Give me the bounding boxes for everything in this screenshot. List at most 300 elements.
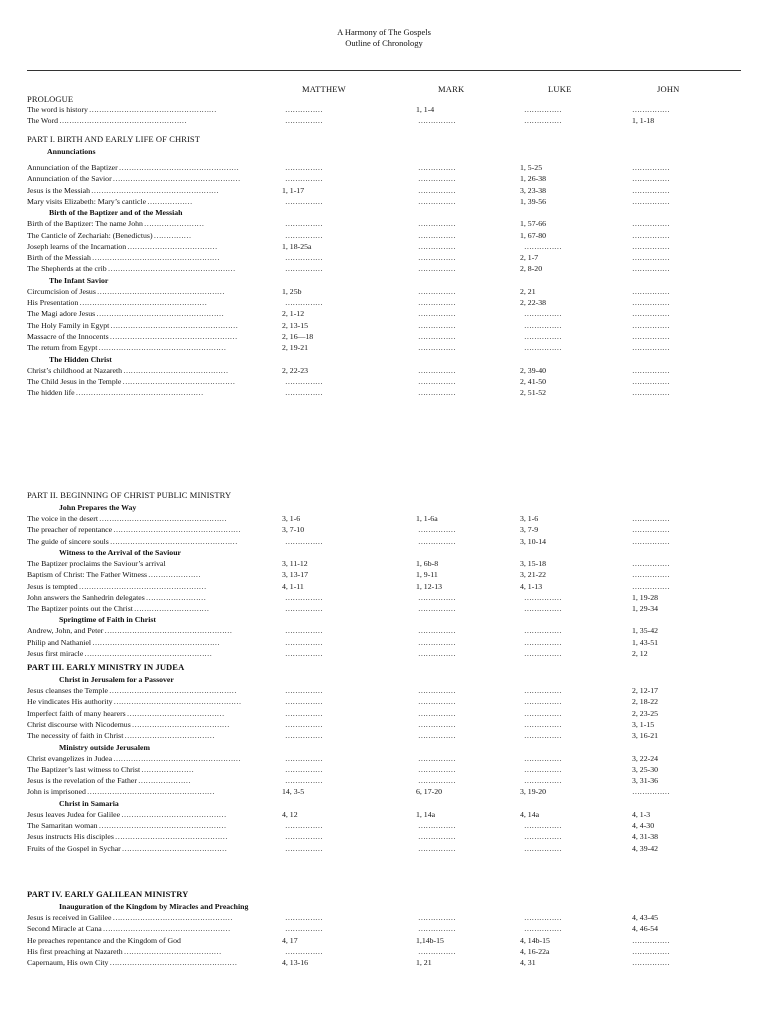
event-label: Jesus is the revelation of the Father [27, 776, 137, 786]
ref-mark: …………… [418, 946, 456, 956]
ref-mark: …………… [418, 536, 456, 546]
ref-matthew: …………… [285, 174, 323, 184]
ref-mark: …………… [418, 753, 456, 763]
leader-dots: …………………………………………… [109, 331, 238, 341]
ref-mark: …………… [418, 320, 456, 330]
ref-mark: 1, 12-13 [416, 581, 442, 591]
ref-luke: …………… [524, 241, 562, 251]
leader-dots: …………………………………………… [109, 536, 238, 546]
ref-matthew: …………… [285, 708, 323, 718]
outline-row [0, 755, 768, 766]
ref-matthew: 2, 13-15 [282, 320, 308, 330]
outline-row [0, 265, 768, 276]
event-label: His first preaching at Nazareth [27, 946, 123, 956]
ref-mark: 1,14b-15 [416, 935, 444, 945]
leader-dots: ……………………………………… [122, 376, 235, 386]
ref-mark: 1, 1-4 [416, 105, 435, 114]
leader-dots: …………………………………………… [96, 286, 225, 296]
ref-mark: …………… [418, 365, 456, 375]
outline-row [0, 310, 768, 321]
ref-mark: 1, 14a [416, 809, 436, 819]
leader-dots: …………………………………………… [112, 174, 241, 184]
column-header-john: JOHN [657, 84, 680, 94]
ref-mark: …………… [418, 637, 456, 647]
ref-luke: …………… [524, 821, 562, 830]
ref-luke: 3, 10-14 [520, 536, 546, 546]
leader-dots: …………………………………………… [91, 253, 220, 263]
section-heading: PART II. BEGINNING OF CHRIST PUBLIC MINISTRY [27, 490, 232, 500]
document-subtitle: Outline of Chronology [345, 38, 423, 48]
ref-matthew: …………… [285, 536, 323, 546]
ref-john: …………… [632, 105, 670, 114]
ref-matthew: …………… [285, 686, 323, 695]
leader-dots: ………………………………… [123, 946, 222, 956]
ref-john: 3, 1-15 [632, 719, 655, 729]
outline-row [0, 538, 768, 549]
event-label: Annunciation of the Savior [27, 174, 112, 184]
ref-luke: 2, 22-38 [520, 298, 546, 307]
ref-john: …………… [632, 241, 670, 251]
ref-matthew: …………… [285, 604, 323, 614]
outline-row [0, 322, 768, 333]
ref-luke: …………… [524, 764, 562, 774]
event-label: The hidden life [27, 388, 75, 398]
event-label: Joseph learns of the Incarnation [27, 241, 127, 251]
event-label: Circumcision of Jesus [27, 286, 96, 296]
ref-matthew: …………… [285, 219, 323, 229]
event-label: Imperfect faith of many hearers [27, 708, 126, 718]
ref-mark: …………… [418, 174, 456, 184]
ref-mark: …………… [418, 832, 456, 842]
ref-mark: …………… [418, 719, 456, 729]
leader-dots: …………………………………………… [99, 514, 227, 523]
ref-luke: 2, 21 [520, 286, 536, 296]
group-subheading: Annunciations [47, 147, 96, 156]
ref-john: …………… [632, 174, 670, 184]
group-subheading: Christ in Samaria [59, 798, 119, 808]
ref-luke: 4, 31 [520, 958, 536, 968]
ref-luke: …………… [524, 708, 562, 718]
ref-john: 2, 12 [632, 649, 648, 658]
ref-john: …………… [632, 309, 670, 319]
leader-dots: …………………………………………… [96, 309, 224, 319]
ref-mark: …………… [418, 649, 456, 658]
outline-row [0, 175, 768, 186]
ref-luke: 3, 19-20 [520, 787, 546, 797]
ref-luke: 4, 1-13 [520, 581, 543, 591]
outline-row [0, 220, 768, 231]
event-label: The return from Egypt [27, 343, 98, 353]
ref-matthew: 2, 19-21 [282, 343, 308, 353]
leader-dots: …………………………………………… [59, 116, 187, 126]
ref-mark: …………… [418, 525, 456, 535]
ref-matthew: …………… [285, 913, 323, 922]
ref-matthew: …………… [285, 163, 323, 172]
ref-matthew: …………… [285, 731, 323, 741]
leader-dots: ……………………………………… [114, 832, 228, 842]
group-subheading: John Prepares the Way [59, 503, 137, 512]
ref-mark: …………… [418, 388, 456, 398]
outline-row [0, 732, 768, 743]
ref-luke: …………… [524, 697, 562, 707]
group-subheading: Witness to the Arrival of the Saviour [59, 547, 182, 557]
event-label: Christ evangelizes in Judea [27, 753, 113, 763]
ref-luke: 4, 16-22a [520, 946, 550, 956]
event-label: The Word [27, 116, 59, 126]
ref-john: …………… [632, 286, 670, 296]
ref-john: 4, 4-30 [632, 821, 655, 830]
ref-john: 1, 1-18 [632, 116, 655, 126]
event-label: The necessity of faith in Christ [27, 731, 124, 741]
event-label: The voice in the desert [27, 514, 99, 523]
ref-mark: …………… [418, 264, 456, 274]
ref-mark: …………… [418, 116, 456, 126]
event-label: Christ’s childhood at Nazareth [27, 365, 123, 375]
ref-luke: …………… [524, 592, 562, 602]
ref-john: …………… [632, 958, 670, 968]
outline-row [0, 710, 768, 721]
leader-dots: …………………………………… [121, 809, 227, 819]
ref-john: …………… [632, 525, 670, 535]
ref-john: 2, 18-22 [632, 697, 658, 707]
ref-luke: …………… [524, 331, 562, 341]
ref-matthew: …………… [285, 196, 323, 206]
ref-matthew: 3, 7-10 [282, 525, 305, 535]
leader-dots: ………………………… [133, 604, 209, 614]
ref-mark: 6, 17-20 [416, 787, 442, 797]
section-heading: PROLOGUE [27, 94, 74, 104]
ref-mark: …………… [418, 626, 456, 636]
ref-matthew: 1, 18-25a [282, 241, 312, 251]
ref-luke: …………… [524, 105, 562, 114]
outline-row [0, 698, 768, 709]
event-label: The Magi adore Jesus [27, 309, 96, 319]
ref-john: …………… [632, 935, 670, 945]
event-label: His Presentation [27, 298, 79, 307]
ref-matthew: 4, 17 [282, 935, 298, 945]
ref-john: …………… [632, 946, 670, 956]
ref-matthew: …………… [285, 946, 323, 956]
event-label: The preacher of repentance [27, 525, 113, 535]
leader-dots: ………………………………… [131, 719, 230, 729]
ref-mark: …………… [418, 843, 456, 853]
ref-mark: …………… [418, 286, 456, 296]
leader-dots: …………………………………………… [98, 343, 226, 353]
ref-matthew: …………… [285, 843, 323, 853]
ref-john: …………… [632, 514, 670, 523]
ref-luke: …………… [524, 343, 562, 353]
event-label: Fruits of the Gospel in Sychar [27, 843, 121, 853]
event-label: Jesus leaves Judea for Galilee [27, 809, 121, 819]
ref-mark: …………… [418, 776, 456, 786]
ref-luke: …………… [524, 649, 562, 658]
ref-matthew: …………… [285, 376, 323, 386]
ref-john: …………… [632, 343, 670, 353]
leader-dots: …………………………………………… [91, 185, 219, 195]
ref-john: 4, 1-3 [632, 809, 651, 819]
ref-john: 1, 35-42 [632, 626, 658, 636]
ref-matthew: …………… [285, 649, 323, 658]
ref-luke: …………… [524, 637, 562, 647]
ref-mark: …………… [418, 298, 456, 307]
ref-mark: …………… [418, 331, 456, 341]
event-label: The guide of sincere souls [27, 536, 109, 546]
event-label: Jesus is tempted [27, 581, 78, 591]
ref-john: 4, 39-42 [632, 843, 658, 853]
leader-dots: …………………………………………… [75, 388, 204, 398]
ref-matthew: …………… [285, 298, 323, 307]
ref-john: …………… [632, 196, 670, 206]
ref-john: 3, 22-24 [632, 753, 658, 763]
event-label: The Child Jesus in the Temple [27, 376, 122, 386]
ref-luke: 3, 15-18 [520, 558, 546, 568]
leader-dots: ……………………………… [127, 241, 218, 251]
leader-dots: …………………………………………… [86, 787, 215, 797]
group-subheading: Christ in Jerusalem for a Passover [59, 675, 174, 684]
ref-matthew: 14, 3-5 [282, 787, 305, 797]
ref-mark: …………… [418, 309, 456, 319]
ref-matthew: 4, 13-16 [282, 958, 308, 968]
event-label: Jesus instructs His disciples [27, 832, 114, 842]
ref-luke: 3, 21-22 [520, 570, 546, 580]
ref-matthew: 2, 22-23 [282, 365, 308, 375]
leader-dots: …………………………………………… [104, 626, 232, 636]
leader-dots: …………………………………………… [78, 581, 207, 591]
event-label: The Baptizer’s last witness to Christ [27, 764, 141, 774]
document-title: A Harmony of The Gospels [337, 27, 431, 37]
group-subheading: Springtime of Faith in Christ [59, 615, 157, 625]
leader-dots: …………………………………………… [113, 697, 241, 707]
leader-dots: ………………… [138, 776, 191, 786]
ref-luke: …………… [524, 924, 562, 934]
ref-matthew: …………… [285, 230, 323, 240]
ref-matthew: 2, 1-12 [282, 309, 305, 319]
ref-matthew: …………… [285, 105, 323, 114]
ref-matthew: …………… [285, 764, 323, 774]
ref-matthew: …………… [285, 116, 323, 126]
event-label: Baptism of Christ: The Father Witness [27, 570, 148, 580]
leader-dots: …………………………………… [123, 365, 229, 375]
ref-luke: 3, 7-9 [520, 525, 539, 535]
ref-matthew: …………… [285, 592, 323, 602]
ref-luke: 1, 57-66 [520, 219, 546, 229]
section-heading: PART I. BIRTH AND EARLY LIFE OF CHRIST [27, 134, 201, 144]
event-label: The word is history [27, 105, 88, 114]
event-label: Annunciation of the Baptizer [27, 163, 118, 172]
ref-luke: …………… [524, 753, 562, 763]
leader-dots: …………………………………………… [88, 105, 217, 114]
ref-john: …………… [632, 253, 670, 263]
ref-john: 3, 31-36 [632, 776, 658, 786]
ref-mark: 1, 6b-8 [416, 558, 439, 568]
outline-row [0, 788, 768, 799]
section-heading: PART III. EARLY MINISTRY IN JUDEA [27, 662, 185, 672]
ref-john: 4, 46-54 [632, 924, 658, 934]
ref-john: …………… [632, 320, 670, 330]
ref-luke: …………… [524, 719, 562, 729]
event-label: The Samaritan woman [27, 821, 98, 830]
event-label: He preaches repentance and the Kingdom of God [27, 935, 181, 945]
ref-luke: 2, 41-50 [520, 376, 546, 386]
ref-john: …………… [632, 219, 670, 229]
outline-row [0, 367, 768, 378]
group-subheading: The Infant Savior [49, 275, 109, 285]
group-subheading: The Hidden Christ [49, 354, 112, 364]
ref-mark: 1, 9-11 [416, 570, 438, 580]
ref-john: …………… [632, 264, 670, 274]
section-heading: PART IV. EARLY GALILEAN MINISTRY [27, 889, 189, 899]
ref-luke: …………… [524, 832, 562, 842]
ref-luke: 2, 51-52 [520, 388, 546, 398]
event-label: Andrew, John, and Peter [27, 626, 104, 636]
ref-john: …………… [632, 376, 670, 386]
ref-john: …………… [632, 581, 670, 591]
event-label: John is imprisoned [27, 787, 86, 797]
ref-matthew: 1, 25b [282, 286, 302, 296]
event-label: The Baptizer points out the Christ [27, 604, 133, 614]
ref-matthew: …………… [285, 697, 323, 707]
column-header-matthew: MATTHEW [302, 84, 346, 94]
leader-dots: …………………………………………… [92, 637, 220, 647]
ref-john: …………… [632, 298, 670, 307]
ref-matthew: …………… [285, 264, 323, 274]
ref-mark: 1, 1-6a [416, 514, 438, 523]
outline-row [0, 526, 768, 537]
event-label: The Shepherds at the crib [27, 264, 107, 274]
event-label: Capernaum, His own City [27, 958, 109, 968]
ref-matthew: 3, 1-6 [282, 514, 301, 523]
ref-mark: …………… [418, 376, 456, 386]
event-label: Mary visits Elizabeth: Mary’s canticle [27, 196, 147, 206]
ref-john: …………… [632, 365, 670, 375]
ref-mark: …………… [418, 592, 456, 602]
event-label: Massacre of the Innocents [27, 331, 109, 341]
event-label: Second Miracle at Cana [27, 924, 102, 934]
ref-luke: 2, 39-40 [520, 365, 546, 375]
ref-mark: …………… [418, 924, 456, 934]
header-divider [27, 70, 741, 71]
outline-row [0, 845, 768, 856]
outline-row [0, 389, 768, 400]
ref-matthew: …………… [285, 388, 323, 398]
ref-john: …………… [632, 388, 670, 398]
ref-luke: …………… [524, 776, 562, 786]
ref-john: 2, 23-25 [632, 708, 658, 718]
ref-matthew: 4, 12 [282, 809, 298, 819]
outline-row [0, 583, 768, 594]
ref-luke: 3, 1-6 [520, 514, 539, 523]
outline-row [0, 627, 768, 638]
ref-matthew: …………… [285, 924, 323, 934]
ref-luke: …………… [524, 309, 562, 319]
ref-matthew: 3, 13-17 [282, 570, 308, 580]
ref-matthew: 2, 16—18 [282, 331, 314, 341]
ref-luke: 2, 1-7 [520, 253, 539, 263]
leader-dots: …………………………………………… [84, 649, 212, 658]
group-subheading: Birth of the Baptizer and of the Messiah [49, 208, 183, 218]
ref-luke: 4, 14a [520, 809, 540, 819]
ref-john: 1, 19-28 [632, 592, 658, 602]
ref-matthew: …………… [285, 776, 323, 786]
leader-dots: ………………………………… [126, 708, 225, 718]
ref-mark: …………… [418, 185, 456, 195]
leader-dots: …………………………………………… [113, 753, 241, 763]
ref-luke: …………… [524, 604, 562, 614]
ref-mark: …………… [418, 241, 456, 251]
event-label: The Canticle of Zechariah: (Benedictus) [27, 230, 153, 240]
leader-dots: …………………………………………… [102, 924, 231, 934]
outline-row [0, 117, 768, 128]
event-label: Philip and Nathaniel [27, 637, 92, 647]
ref-mark: …………… [418, 913, 456, 922]
leader-dots: …………………………………………… [109, 958, 237, 968]
event-label: The Holy Family in Egypt [27, 320, 110, 330]
leader-dots: ………………… [141, 764, 194, 774]
ref-john: …………… [632, 570, 670, 580]
ref-luke: …………… [524, 320, 562, 330]
event-label: Birth of the Messiah [27, 253, 91, 263]
ref-john: 1, 43-51 [632, 637, 658, 647]
column-header-mark: MARK [438, 84, 465, 94]
ref-luke: 1, 26-38 [520, 174, 546, 184]
ref-matthew: …………… [285, 719, 323, 729]
event-label: The Baptizer proclaims the Saviour’s arrival [27, 558, 166, 568]
leader-dots: ……………………………… [124, 731, 215, 741]
ref-mark: …………… [418, 343, 456, 353]
ref-john: …………… [632, 558, 670, 568]
column-header-luke: LUKE [548, 84, 572, 94]
ref-mark: …………… [418, 253, 456, 263]
ref-matthew: 4, 1-11 [282, 581, 304, 591]
group-subheading: Ministry outside Jerusalem [59, 742, 150, 752]
ref-john: …………… [632, 230, 670, 240]
ref-mark: …………… [418, 686, 456, 695]
event-label: Jesus is the Messiah [27, 185, 91, 195]
outline-row [0, 232, 768, 243]
event-label: He vindicates His authority [27, 697, 113, 707]
event-label: Jesus is received in Galilee [27, 913, 112, 922]
ref-matthew: …………… [285, 626, 323, 636]
ref-mark: …………… [418, 731, 456, 741]
ref-mark: …………… [418, 821, 456, 830]
event-label: John answers the Sanhedrin delegates [27, 592, 145, 602]
ref-matthew: …………… [285, 637, 323, 647]
ref-mark: …………… [418, 708, 456, 718]
ref-matthew: 1, 1-17 [282, 185, 305, 195]
ref-luke: 3, 23-38 [520, 185, 546, 195]
ref-mark: …………… [418, 196, 456, 206]
group-subheading: Inauguration of the Kingdom by Miracles and Preaching [59, 902, 249, 911]
leader-dots: ……………… [147, 196, 193, 206]
ref-mark: …………… [418, 764, 456, 774]
event-label: Christ discourse with Nicodemus [27, 719, 131, 729]
ref-john: …………… [632, 185, 670, 195]
leader-dots: …………………………………………… [98, 821, 227, 830]
ref-mark: …………… [418, 604, 456, 614]
outline-row [0, 650, 768, 661]
outline-row [0, 937, 768, 948]
leader-dots: …………… [153, 230, 192, 240]
ref-john: 3, 16-21 [632, 731, 658, 741]
ref-luke: …………… [524, 626, 562, 636]
leader-dots: …………………………………… [121, 843, 227, 853]
leader-dots: …………………………………………… [107, 264, 236, 274]
ref-john: 3, 25-30 [632, 764, 658, 774]
outline-row [0, 925, 768, 936]
ref-luke: 1, 5-25 [520, 163, 543, 172]
ref-john: 4, 31-38 [632, 832, 658, 842]
leader-dots: …………………………………………… [113, 525, 241, 535]
